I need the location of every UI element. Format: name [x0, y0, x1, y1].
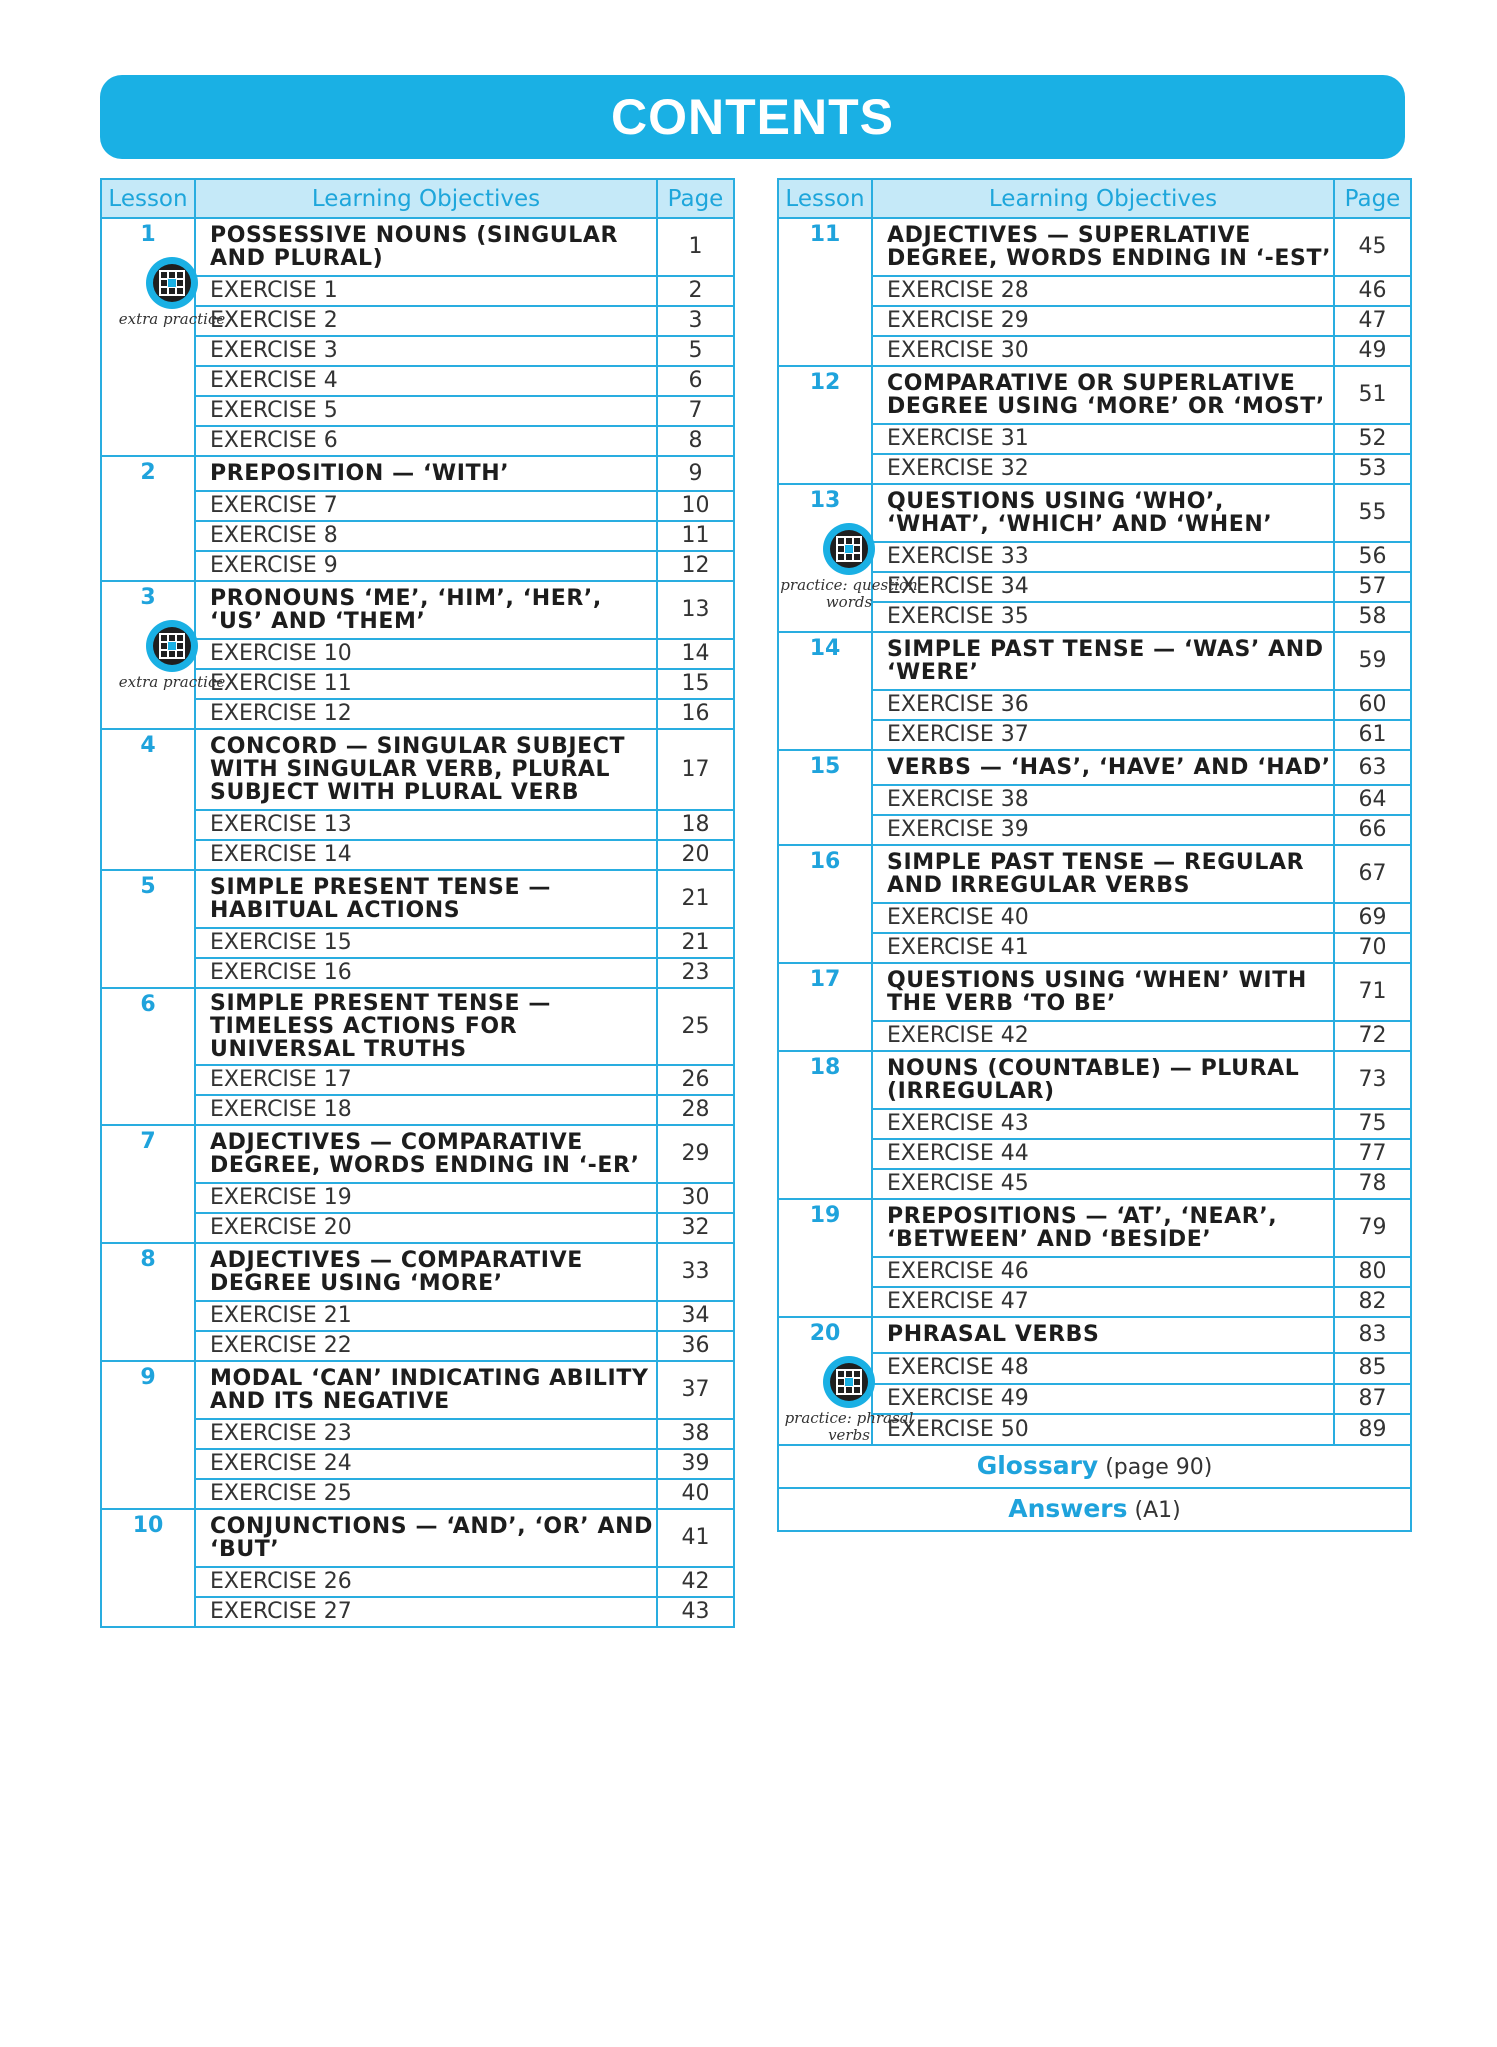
lesson-row	[101, 218, 734, 276]
exercise-row	[101, 1065, 734, 1095]
exercise-page: 32	[657, 1213, 734, 1243]
exercise-row	[778, 1139, 1411, 1169]
exercise-page: 5	[657, 336, 734, 366]
lesson-title[interactable]: MODAL ‘CAN’ INDICATING ABILITY AND ITS NEGATIVE	[195, 1361, 657, 1419]
lesson-page: 59	[1334, 632, 1411, 690]
lesson-number: 5	[140, 874, 156, 899]
exercise-page: 58	[1334, 602, 1411, 632]
exercise-label[interactable]: EXERCISE 42	[872, 1021, 1334, 1051]
lesson-page: 13	[657, 581, 734, 639]
lesson-number: 8	[140, 1247, 156, 1272]
exercise-label[interactable]: EXERCISE 46	[872, 1257, 1334, 1287]
lesson-number-cell	[101, 1243, 195, 1361]
exercise-page: 57	[1334, 572, 1411, 602]
exercise-row	[778, 815, 1411, 845]
lesson-row	[101, 456, 734, 491]
exercise-page: 40	[657, 1479, 734, 1509]
exercise-row	[101, 336, 734, 366]
lesson-row	[778, 366, 1411, 424]
page-header: Page	[657, 179, 734, 218]
extra-practice-icon	[146, 620, 198, 672]
lesson-number-cell	[101, 729, 195, 870]
exercise-row	[101, 958, 734, 988]
exercise-row	[778, 720, 1411, 750]
lesson-title[interactable]: SIMPLE PAST TENSE — ‘WAS’ AND ‘WERE’	[872, 632, 1334, 690]
objectives-header: Learning Objectives	[195, 179, 657, 218]
lesson-number: 18	[809, 1055, 841, 1080]
exercise-page: 8	[657, 426, 734, 456]
exercise-page: 6	[657, 366, 734, 396]
exercise-row	[101, 699, 734, 729]
lesson-page: 55	[1334, 484, 1411, 542]
exercise-label[interactable]: EXERCISE 13	[195, 810, 657, 840]
exercise-label[interactable]: EXERCISE 11	[195, 669, 657, 699]
lesson-number: 3	[140, 585, 156, 610]
lesson-row	[101, 1361, 734, 1419]
exercise-row	[778, 903, 1411, 933]
lesson-number-cell	[101, 581, 226, 729]
lesson-number: 7	[140, 1129, 156, 1154]
lesson-number: 1	[140, 222, 156, 247]
exercise-label[interactable]: EXERCISE 38	[872, 785, 1334, 815]
practice-phrasal-verbs-icon	[823, 1356, 875, 1408]
lesson-row	[778, 484, 1411, 542]
lesson-row	[778, 1051, 1411, 1109]
lesson-title[interactable]: POSSESSIVE NOUNS (SINGULAR AND PLURAL)	[195, 218, 657, 276]
lesson-title[interactable]: PHRASAL VERBS	[872, 1317, 1334, 1353]
lesson-number-cell	[778, 632, 872, 750]
exercise-row	[101, 491, 734, 521]
lesson-page: 1	[657, 218, 734, 276]
exercise-page: 60	[1334, 690, 1411, 720]
objectives-header: Learning Objectives	[872, 179, 1334, 218]
lesson-row	[778, 218, 1411, 276]
exercise-page: 64	[1334, 785, 1411, 815]
lesson-page: 63	[1334, 750, 1411, 785]
exercise-row	[778, 933, 1411, 963]
lesson-page: 71	[1334, 963, 1411, 1021]
answers-link[interactable]	[778, 1488, 1411, 1531]
lesson-title[interactable]: SIMPLE PRESENT TENSE — TIMELESS ACTIONS FOR UNIVERSAL TRUTHS	[195, 988, 657, 1065]
lesson-number: 19	[809, 1203, 841, 1228]
exercise-row	[101, 1301, 734, 1331]
badge-caption: practice: question words	[780, 576, 918, 611]
exercise-label[interactable]: EXERCISE 36	[872, 690, 1334, 720]
answers-page: (A1)	[1127, 1497, 1181, 1523]
lesson-title[interactable]: QUESTIONS USING ‘WHEN’ WITH THE VERB ‘TO BE’	[872, 963, 1334, 1021]
lesson-page: 79	[1334, 1199, 1411, 1257]
lesson-number-cell	[778, 963, 872, 1051]
exercise-page: 42	[657, 1567, 734, 1597]
exercise-label[interactable]: EXERCISE 10	[195, 639, 657, 669]
lesson-title[interactable]: CONCORD — SINGULAR SUBJECT WITH SINGULAR VERB, PLURAL SUBJECT WITH PLURAL VERB	[195, 729, 657, 810]
lesson-row	[778, 963, 1411, 1021]
exercise-page: 69	[1334, 903, 1411, 933]
exercise-label[interactable]: EXERCISE 50	[872, 1414, 1334, 1445]
exercise-label[interactable]: EXERCISE 48	[872, 1353, 1334, 1384]
lesson-number-cell	[101, 870, 195, 988]
exercise-label[interactable]: EXERCISE 49	[872, 1384, 1334, 1415]
exercise-row	[778, 1287, 1411, 1317]
lesson-number: 6	[140, 992, 156, 1017]
exercise-page: 10	[657, 491, 734, 521]
exercise-row	[101, 1331, 734, 1361]
lesson-number: 20	[809, 1321, 841, 1346]
lesson-number-cell	[101, 456, 195, 581]
lesson-row	[778, 1317, 1411, 1353]
lesson-row	[101, 1125, 734, 1183]
exercise-page: 75	[1334, 1109, 1411, 1139]
lesson-page: 67	[1334, 845, 1411, 903]
practice-badge[interactable]	[102, 620, 242, 691]
exercise-label[interactable]: EXERCISE 41	[872, 933, 1334, 963]
exercise-label[interactable]: EXERCISE 47	[872, 1287, 1334, 1317]
exercise-row	[101, 426, 734, 456]
badge-caption: extra practice	[118, 310, 226, 328]
exercise-row	[101, 396, 734, 426]
exercise-page: 87	[1334, 1384, 1411, 1415]
lesson-number: 4	[140, 733, 156, 758]
glossary-link[interactable]	[778, 1445, 1411, 1488]
exercise-page: 78	[1334, 1169, 1411, 1199]
lesson-number-cell	[778, 1317, 914, 1445]
exercise-row	[101, 928, 734, 958]
lesson-number-cell	[101, 1361, 195, 1509]
exercise-page: 49	[1334, 336, 1411, 366]
exercise-row	[101, 1567, 734, 1597]
lesson-number-cell	[778, 750, 872, 845]
exercise-row	[101, 810, 734, 840]
exercise-row	[778, 690, 1411, 720]
practice-badge[interactable]	[779, 523, 919, 611]
exercise-row	[778, 454, 1411, 484]
exercise-page: 39	[657, 1449, 734, 1479]
exercise-label[interactable]: EXERCISE 30	[872, 336, 1334, 366]
exercise-page: 53	[1334, 454, 1411, 484]
lesson-number-cell	[778, 1051, 872, 1199]
exercise-page: 36	[657, 1331, 734, 1361]
extra-practice-icon	[146, 257, 198, 309]
page-title: CONTENTS	[100, 75, 1405, 159]
lesson-row	[101, 729, 734, 810]
lesson-number: 12	[809, 370, 841, 395]
exercise-label[interactable]: EXERCISE 37	[872, 720, 1334, 750]
contents-table-right	[777, 178, 1412, 1532]
lesson-title[interactable]: COMPARATIVE OR SUPERLATIVE DEGREE USING ‘MORE’ OR ‘MOST’	[872, 366, 1334, 424]
exercise-page: 38	[657, 1419, 734, 1449]
lesson-title[interactable]: NOUNS (COUNTABLE) — PLURAL (IRREGULAR)	[872, 1051, 1334, 1109]
exercise-label[interactable]: EXERCISE 33	[872, 542, 1334, 572]
exercise-page: 89	[1334, 1414, 1411, 1445]
exercise-label[interactable]: EXERCISE 21	[195, 1301, 657, 1331]
exercise-row	[101, 1449, 734, 1479]
exercise-label[interactable]: EXERCISE 3	[195, 336, 657, 366]
lesson-number-cell	[101, 218, 226, 456]
lesson-number-cell	[101, 1509, 195, 1627]
lesson-row	[778, 845, 1411, 903]
exercise-row	[778, 1021, 1411, 1051]
badge-caption: extra practice	[118, 673, 226, 691]
exercise-row	[778, 276, 1411, 306]
exercise-label[interactable]: EXERCISE 40	[872, 903, 1334, 933]
exercise-page: 20	[657, 840, 734, 870]
lesson-page: 29	[657, 1125, 734, 1183]
exercise-label[interactable]: EXERCISE 31	[872, 424, 1334, 454]
lesson-row	[778, 750, 1411, 785]
exercise-label[interactable]: EXERCISE 16	[195, 958, 657, 988]
exercise-row	[778, 1169, 1411, 1199]
exercise-label[interactable]: EXERCISE 39	[872, 815, 1334, 845]
lesson-title[interactable]: ADJECTIVES — COMPARATIVE DEGREE, WORDS ENDING IN ‘-ER’	[195, 1125, 657, 1183]
exercise-label[interactable]: EXERCISE 19	[195, 1183, 657, 1213]
exercise-label[interactable]: EXERCISE 25	[195, 1479, 657, 1509]
practice-badge[interactable]	[102, 257, 242, 328]
lesson-page: 21	[657, 870, 734, 928]
lesson-number: 13	[809, 488, 841, 513]
exercise-page: 66	[1334, 815, 1411, 845]
lesson-page: 9	[657, 456, 734, 491]
exercise-label[interactable]: EXERCISE 2	[195, 306, 657, 336]
exercise-row	[101, 366, 734, 396]
exercise-page: 46	[1334, 276, 1411, 306]
exercise-row	[101, 551, 734, 581]
exercise-label[interactable]: EXERCISE 20	[195, 1213, 657, 1243]
exercise-label[interactable]: EXERCISE 22	[195, 1331, 657, 1361]
lesson-page: 25	[657, 988, 734, 1065]
exercise-label[interactable]: EXERCISE 17	[195, 1065, 657, 1095]
practice-badge[interactable]	[779, 1356, 919, 1444]
exercise-page: 14	[657, 639, 734, 669]
exercise-row	[101, 1183, 734, 1213]
exercise-page: 15	[657, 669, 734, 699]
exercise-label[interactable]: EXERCISE 32	[872, 454, 1334, 484]
exercise-page: 34	[657, 1301, 734, 1331]
contents-table-left	[100, 178, 735, 1628]
lesson-page: 51	[1334, 366, 1411, 424]
lesson-row	[101, 1509, 734, 1567]
lesson-number: 11	[809, 222, 841, 247]
exercise-row	[101, 521, 734, 551]
exercise-page: 12	[657, 551, 734, 581]
exercise-page: 28	[657, 1095, 734, 1125]
lesson-page: 33	[657, 1243, 734, 1301]
exercise-page: 82	[1334, 1287, 1411, 1317]
lesson-number-cell	[778, 1199, 872, 1317]
exercise-page: 26	[657, 1065, 734, 1095]
exercise-row	[101, 1419, 734, 1449]
lesson-number: 14	[809, 636, 841, 661]
exercise-page: 30	[657, 1183, 734, 1213]
lesson-number-cell	[778, 218, 872, 366]
exercise-label[interactable]: EXERCISE 34	[872, 572, 1334, 602]
exercise-label[interactable]: EXERCISE 27	[195, 1597, 657, 1627]
lesson-row	[778, 1199, 1411, 1257]
exercise-row	[778, 1257, 1411, 1287]
exercise-label[interactable]: EXERCISE 45	[872, 1169, 1334, 1199]
exercise-label[interactable]: EXERCISE 29	[872, 306, 1334, 336]
exercise-page: 3	[657, 306, 734, 336]
lesson-row	[101, 1243, 734, 1301]
exercise-label[interactable]: EXERCISE 7	[195, 491, 657, 521]
answers-label: Answers	[1008, 1493, 1128, 1523]
page-header: Page	[1334, 179, 1411, 218]
lesson-row	[101, 870, 734, 928]
lesson-title[interactable]: SIMPLE PRESENT TENSE — HABITUAL ACTIONS	[195, 870, 657, 928]
exercise-row	[101, 1213, 734, 1243]
lesson-header: Lesson	[101, 179, 195, 218]
lesson-row	[101, 988, 734, 1065]
exercise-label[interactable]: EXERCISE 15	[195, 928, 657, 958]
exercise-label[interactable]: EXERCISE 18	[195, 1095, 657, 1125]
lesson-title[interactable]: VERBS — ‘HAS’, ‘HAVE’ AND ‘HAD’	[872, 750, 1334, 785]
exercise-row	[101, 1479, 734, 1509]
practice-question-words-icon	[823, 523, 875, 575]
exercise-row	[101, 840, 734, 870]
exercise-label[interactable]: EXERCISE 35	[872, 602, 1334, 632]
exercise-label[interactable]: EXERCISE 6	[195, 426, 657, 456]
exercise-row	[101, 1095, 734, 1125]
lesson-title[interactable]: ADJECTIVES — SUPERLATIVE DEGREE, WORDS ENDING IN ‘-EST’	[872, 218, 1334, 276]
lesson-page: 37	[657, 1361, 734, 1419]
lesson-number: 9	[140, 1365, 156, 1390]
exercise-row	[778, 1109, 1411, 1139]
exercise-label[interactable]: EXERCISE 23	[195, 1419, 657, 1449]
lesson-number-cell	[101, 988, 195, 1125]
exercise-page: 23	[657, 958, 734, 988]
lesson-number: 17	[809, 967, 841, 992]
exercise-page: 72	[1334, 1021, 1411, 1051]
lesson-number-cell	[778, 484, 918, 632]
exercise-label[interactable]: EXERCISE 8	[195, 521, 657, 551]
exercise-page: 47	[1334, 306, 1411, 336]
glossary-label: Glossary	[976, 1450, 1099, 1480]
lesson-page: 83	[1334, 1317, 1411, 1353]
exercise-page: 11	[657, 521, 734, 551]
exercise-page: 18	[657, 810, 734, 840]
exercise-label[interactable]: EXERCISE 26	[195, 1567, 657, 1597]
exercise-label[interactable]: EXERCISE 24	[195, 1449, 657, 1479]
lesson-title[interactable]: PREPOSITION — ‘WITH’	[195, 456, 657, 491]
exercise-label[interactable]: EXERCISE 28	[872, 276, 1334, 306]
exercise-label[interactable]: EXERCISE 9	[195, 551, 657, 581]
exercise-row	[778, 336, 1411, 366]
exercise-page: 56	[1334, 542, 1411, 572]
lesson-number: 2	[140, 460, 156, 485]
exercise-page: 52	[1334, 424, 1411, 454]
badge-caption: practice: phrasal verbs	[784, 1409, 914, 1444]
exercise-page: 2	[657, 276, 734, 306]
lesson-number-cell	[778, 366, 872, 484]
exercise-label[interactable]: EXERCISE 4	[195, 366, 657, 396]
lesson-row	[778, 632, 1411, 690]
exercise-label[interactable]: EXERCISE 44	[872, 1139, 1334, 1169]
lesson-page: 45	[1334, 218, 1411, 276]
exercise-page: 80	[1334, 1257, 1411, 1287]
lesson-title[interactable]: PREPOSITIONS — ‘AT’, ‘NEAR’, ‘BETWEEN’ AND ‘BESIDE’	[872, 1199, 1334, 1257]
exercise-page: 61	[1334, 720, 1411, 750]
lesson-title[interactable]: SIMPLE PAST TENSE — REGULAR AND IRREGULAR VERBS	[872, 845, 1334, 903]
lesson-number: 10	[132, 1513, 164, 1538]
exercise-page: 21	[657, 928, 734, 958]
lesson-number-cell	[778, 845, 872, 963]
lesson-title[interactable]: CONJUNCTIONS — ‘AND’, ‘OR’ AND ‘BUT’	[195, 1509, 657, 1567]
exercise-page: 43	[657, 1597, 734, 1627]
exercise-page: 77	[1334, 1139, 1411, 1169]
lesson-page: 17	[657, 729, 734, 810]
lesson-title[interactable]: ADJECTIVES — COMPARATIVE DEGREE USING ‘MORE’	[195, 1243, 657, 1301]
exercise-page: 70	[1334, 933, 1411, 963]
lesson-row	[101, 581, 734, 639]
lesson-title[interactable]: PRONOUNS ‘ME’, ‘HIM’, ‘HER’, ‘US’ AND ‘THEM’	[195, 581, 657, 639]
lesson-header: Lesson	[778, 179, 872, 218]
exercise-row	[778, 424, 1411, 454]
lesson-title[interactable]: QUESTIONS USING ‘WHO’, ‘WHAT’, ‘WHICH’ AND ‘WHEN’	[872, 484, 1334, 542]
exercise-label[interactable]: EXERCISE 5	[195, 396, 657, 426]
exercise-page: 85	[1334, 1353, 1411, 1384]
exercise-row	[778, 785, 1411, 815]
lesson-number: 16	[809, 849, 841, 874]
exercise-label[interactable]: EXERCISE 12	[195, 699, 657, 729]
lesson-number-cell	[101, 1125, 195, 1243]
glossary-page: (page 90)	[1098, 1454, 1213, 1480]
lesson-page: 73	[1334, 1051, 1411, 1109]
exercise-label[interactable]: EXERCISE 1	[195, 276, 657, 306]
lesson-number: 15	[809, 754, 841, 779]
exercise-label[interactable]: EXERCISE 14	[195, 840, 657, 870]
exercise-row	[101, 1597, 734, 1627]
exercise-page: 7	[657, 396, 734, 426]
exercise-row	[778, 306, 1411, 336]
exercise-label[interactable]: EXERCISE 43	[872, 1109, 1334, 1139]
exercise-page: 16	[657, 699, 734, 729]
lesson-page: 41	[657, 1509, 734, 1567]
